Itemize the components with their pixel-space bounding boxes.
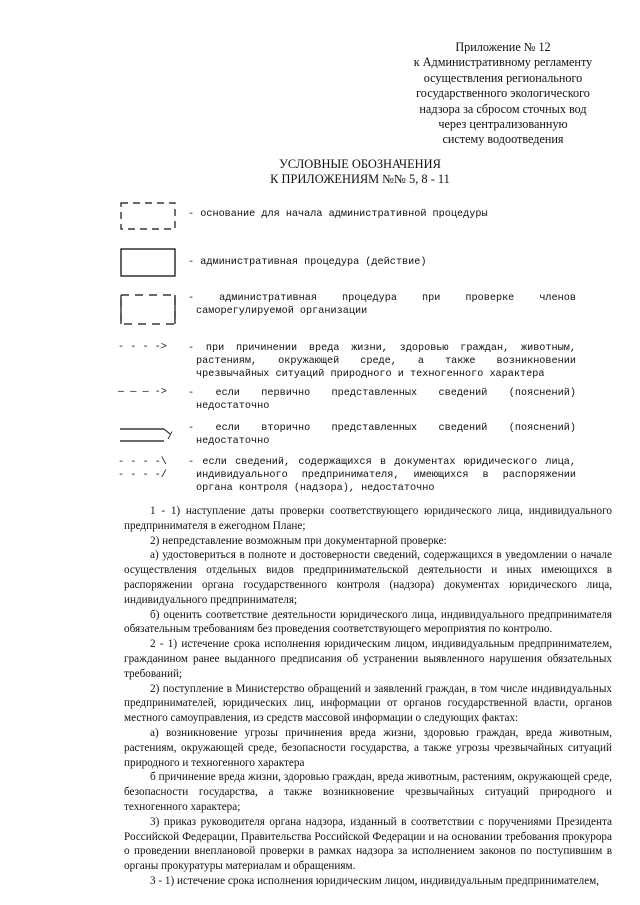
appendix-line: государственного экологического [416,86,590,101]
legend-text: - административная процедура при проверке членов саморегулируемой организации [188,293,576,317]
document-title [0,157,640,187]
paragraph: 2) поступление в Министерство обращений и заявлений граждан, в том числе индивидуальных предпринимателей, юридических лиц, информации от органов государственной власти, органов местного самоуправления, из средств массовой информации о следующих фактах: [124,682,612,725]
legend-text: - если первично представленных сведений (пояснений) недостаточно [188,388,576,412]
title-line-1: УСЛОВНЫЕ ОБОЗНАЧЕНИЯ [279,157,441,171]
paragraph: а) возникновение угрозы причинения вреда жизни, здоровью граждан, вреда животным, растениям, окружающей среде, безопасности государства, а также угрозы чрезвычайных ситуаций природного и техногенного характера [124,726,612,769]
appendix-line: осуществления регионального [423,70,583,85]
legend-text: - если вторично представленных сведений (пояснений) недостаточно [188,423,576,447]
legend-row-bracket-box [118,290,578,330]
solid-branch-slash: / [167,432,174,443]
bracket-box-symbol [118,290,182,330]
paragraph: 3) приказ руководителя органа надзора, изданный в соответствии с поручениями Президента Российской Федерации, Правительства Российской Федерации и на основании требования прокурора о проведении внеплановой проверки в рамках надзора за исполнением законов по поступившим в органы прокуратуры материалам и обращениям. [124,815,612,873]
paragraph: а) удостовериться в полноте и достоверности сведений, содержащихся в уведомлении о начале осуществления отдельных видов предпринимательской деятельности и иных имеющихся в распоряжении органа государственного контроля (надзора) документах юридического лица, индивидуального предпринимателя; [124,549,612,606]
paragraph: 2) непредставление возможным при документарной проверке: [150,534,447,547]
appendix-line: к Административному регламенту [413,55,593,70]
legend-row-dashed-branch [118,456,578,498]
paragraph: б) оценить соответствие деятельности юридического лица, индивидуального предпринимателя обязательным требованиям без проведения соответствующего мероприятия по контролю. [124,608,612,636]
legend-row-solid-branch [118,420,578,450]
paragraph: 2 - 1) истечение срока исполнения юридическим лицом, индивидуальным предпринимателем, гражданином ранее выданного предписания об устранении выявленного нарушения обязательных требований; [124,638,612,680]
legend-text: - административная процедура (действие) [188,257,427,268]
dashed-branch-symbol: - - - -\ - - - -/ [118,457,167,481]
legend-text: - при причинении вреда жизни, здоровью граждан, животным, растениям, окружающей среде, а также возникновении чрезвычайных ситуаций природного и техногенного характера [188,343,576,380]
legend-row-long-dash-arrow [118,385,578,415]
legend-row-solid-box [118,245,578,281]
paragraph: 3 - 1) истечение срока исполнения юридическим лицом, индивидуальным предпринимателем, [150,874,600,887]
legend-row-dashed-arrow [118,340,578,382]
legend-row-dashed-box [118,199,578,235]
appendix-header [398,40,608,148]
dashed-arrow-symbol: - - - -> [118,342,167,353]
dashed-box-symbol [118,199,182,235]
paragraph: 1 - 1) наступление даты проверки соответствующего юридического лица, индивидуального предпринимателя в ежегодном Плане; [124,505,612,532]
long-dash-arrow-symbol: — — — -> [118,387,167,398]
appendix-line: через централизованную [438,117,568,132]
document-body [124,504,612,889]
legend-text: - если сведений, содержащихся в документах юридического лица, индивидуального предпринимателя, имеющихся в распоряжении органа контроля (надзора), недостаточно [188,457,576,494]
solid-box-symbol [118,245,182,281]
appendix-line: Приложение № 12 [455,40,551,54]
appendix-line: систему водоотведения [442,132,564,147]
title-line-2: К ПРИЛОЖЕНИЯМ №№ 5, 8 - 11 [270,172,450,186]
paragraph: б причинение вреда жизни, здоровью граждан, вреда животным, растениям, окружающей среде, безопасности государства, а также возникновение чрезвычайных ситуаций природного и техногенного характера; [124,771,612,813]
legend-text: - основание для начала административной процедуры [188,209,488,220]
appendix-line: надзора за сбросом сточных вод [419,101,587,116]
